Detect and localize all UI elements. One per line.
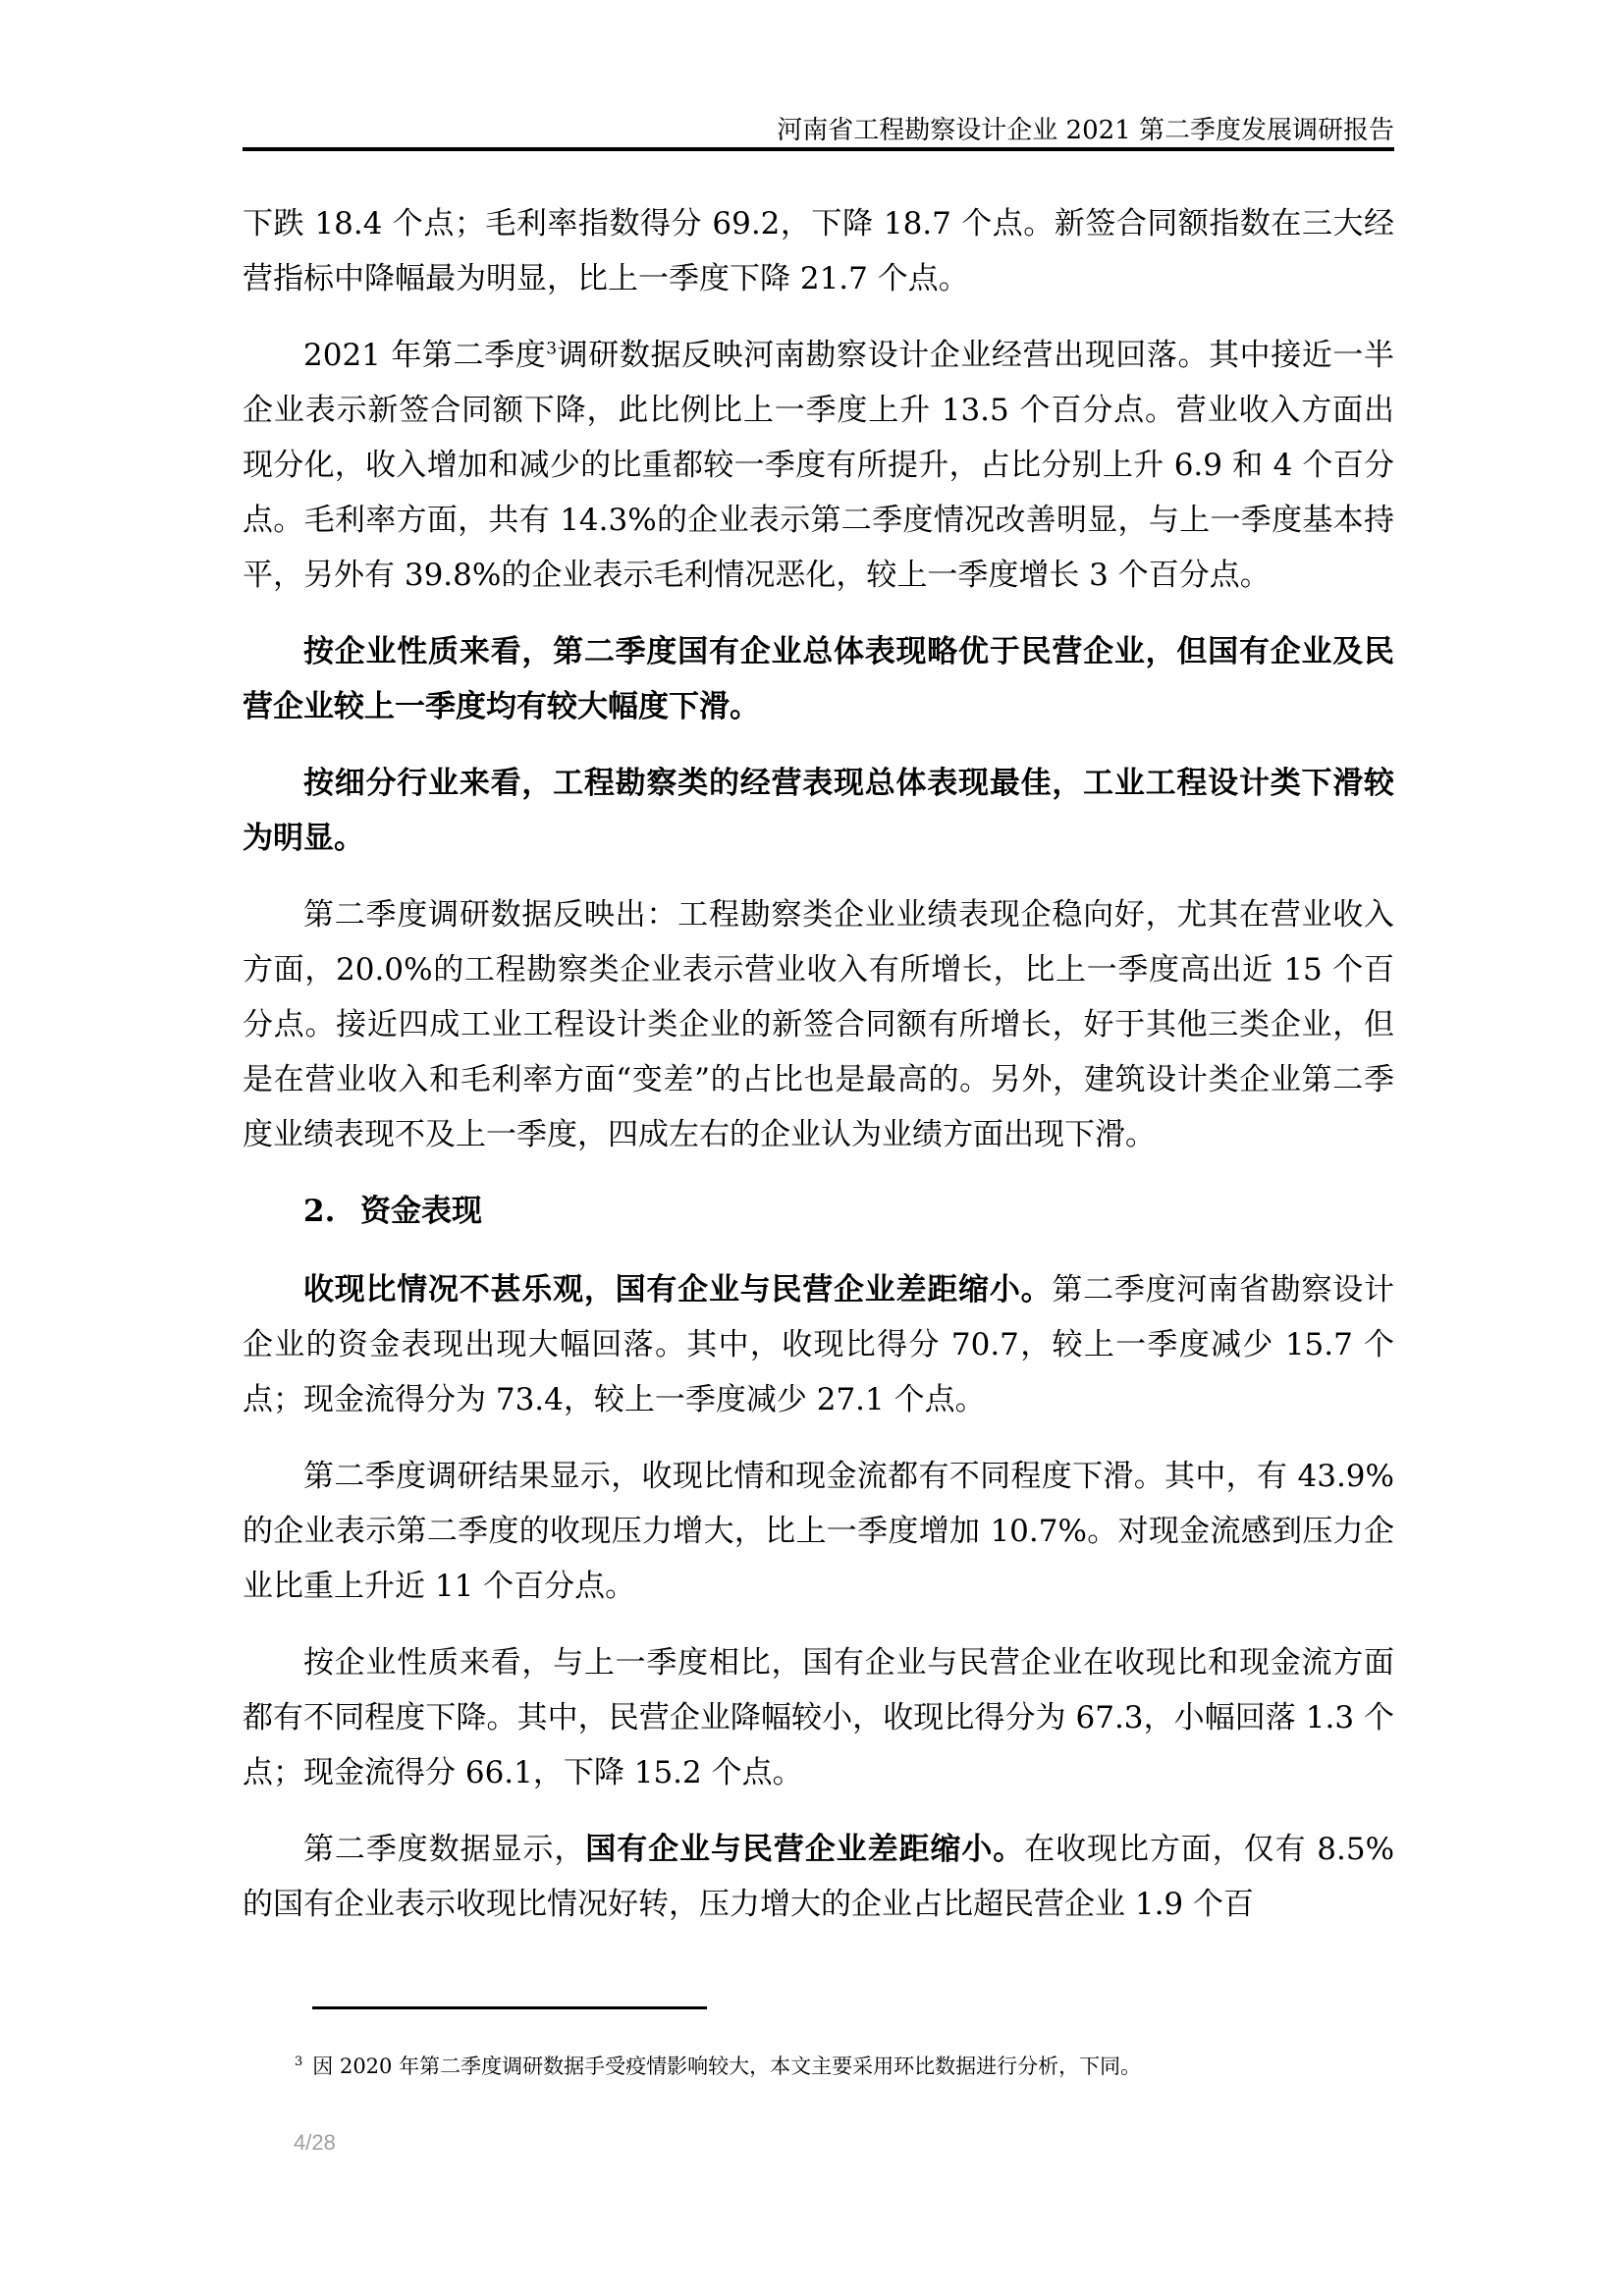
paragraph-6 [243,1262,1394,1427]
section-heading [303,1184,1394,1239]
paragraph-2 [243,328,1394,603]
footnote-marker: 3 [295,2055,303,2069]
header-rule [243,147,1394,151]
paragraph-9-bold: 国有企业与民营企业差距缩小。 [585,1832,1025,1867]
paragraph-9-body: 在收现比方面，仅有 8.5%的国有企业表示收现比情况好转，压力增大的企业占比超民营企业 1.9 个百 [243,1832,1395,1922]
section-number: 2. [303,1194,336,1229]
paragraph-1: 下跌 18.4 个点；毛利率指数得分 69.2，下降 18.7 个点。新签合同额指数在三大经营指标中降幅最为明显，比上一季度下降 21.7 个点。 [243,206,1394,296]
section-title: 资金表现 [360,1194,482,1229]
paragraph-5: 第二季度调研数据反映出：工程勘察类企业业绩表现企稳向好，尤其在营业收入方面，20.0%的工程勘察类企业表示营业收入有所增长，比上一季度高出近 15 个百分点。接近四成工业工程设计类企业的新签合同额有所增长，好于其他三类企业，但是在营业收入和毛利率方面“变差”的占比也是最高的。另外，建筑设计类企业第二季度业绩表现不及上一季度，四成左右的企业认为业绩方面出现下滑。 [243,897,1394,1152]
paragraph-9 [243,1822,1394,1932]
paragraph-6-body: 第二季度河南省勘察设计企业的资金表现出现大幅回落。其中，收现比得分 70.7，较上一季度减少 15.7 个点；现金流得分为 73.4，较上一季度减少 27.1 个点。 [243,1272,1395,1417]
footnote-3 [295,2052,1141,2081]
page-number: 4/28 [294,2130,336,2155]
footnote-separator [312,2006,707,2009]
footnote-ref-3[interactable]: 3 [546,339,558,359]
paragraph-2-body: 调研数据反映河南勘察设计企业经营出现回落。其中接近一半企业表示新签合同额下降，此比例比上一季度上升 13.5 个百分点。营业收入方面出现分化，收入增加和减少的比重都较一季度有所提升，占比分别上升 6.9 和 4 个百分点。毛利率方面，共有 14.3%的企业表示第二季度情况改善明显，与上一季度基本持平，另外有 39.8%的企业表示毛利情况恶化，较上一季度增长 3 个百分点。 [243,338,1394,593]
paragraph-7: 第二季度调研结果显示，收现比情和现金流都有不同程度下滑。其中，有 43.9%的企业表示第二季度的收现压力增大，比上一季度增加 10.7%。对现金流感到压力企业比重上升近 11 个百分点。 [243,1459,1394,1604]
document-body [243,196,1394,1953]
paragraph-9-lead: 第二季度数据显示， [303,1832,586,1867]
running-header-title: 河南省工程勘察设计企业 2021 第二季度发展调研报告 [777,116,1394,145]
paragraph-6-lead-bold: 收现比情况不甚乐观，国有企业与民营企业差距缩小。 [303,1272,1053,1308]
footnote-text: 因 2020 年第二季度调研数据手受疫情影响较大，本文主要采用环比数据进行分析，下同。 [312,2055,1142,2078]
paragraph-4-highlight: 按细分行业来看，工程勘察类的经营表现总体表现最佳，工业工程设计类下滑较为明显。 [243,766,1394,856]
paragraph-3-highlight: 按企业性质来看，第二季度国有企业总体表现略优于民营企业，但国有企业及民营企业较上一季度均有较大幅度下滑。 [243,634,1394,724]
paragraph-2-lead: 2021 年第二季度 [303,338,547,373]
paragraph-8: 按企业性质来看，与上一季度相比，国有企业与民营企业在收现比和现金流方面都有不同程度下降。其中，民营企业降幅较小，收现比得分为 67.3，小幅回落 1.3 个点；现金流得分 66.1，下降 15.2 个点。 [243,1645,1394,1790]
